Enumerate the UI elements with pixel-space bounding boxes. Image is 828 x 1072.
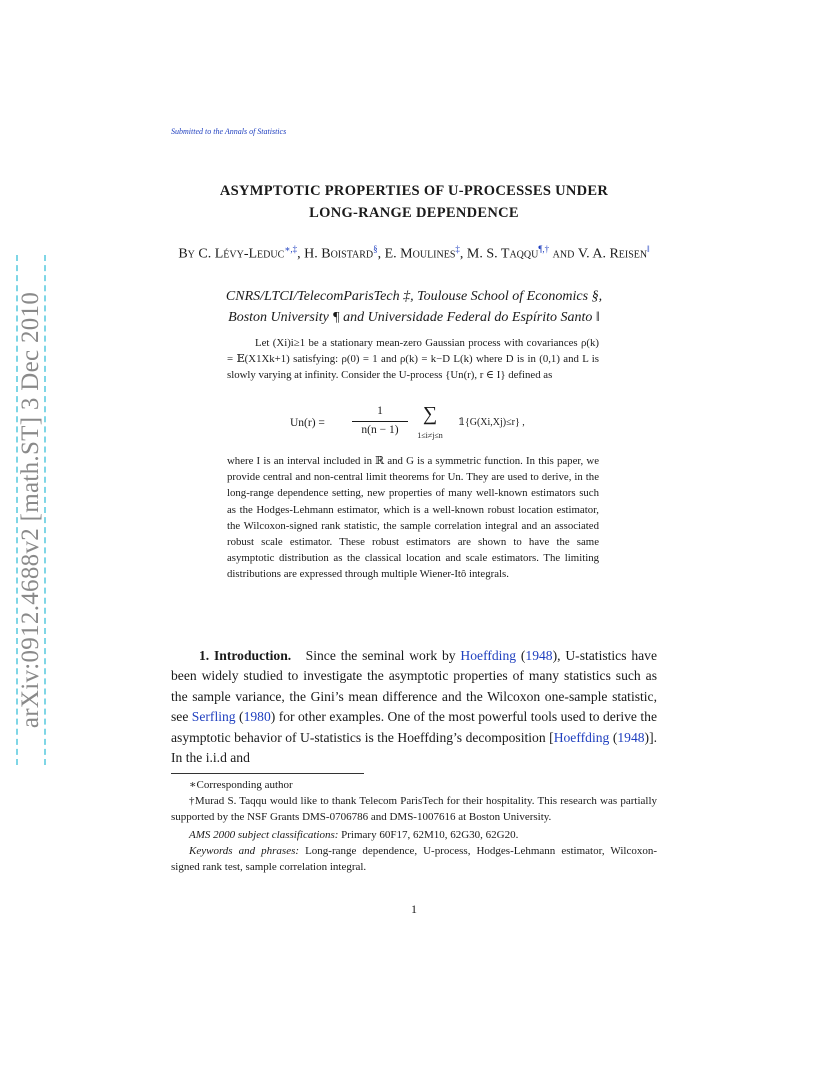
author-boistard: H. Boistard [304, 246, 374, 262]
intro-text-3: for other examples. One of the most powerful tools used to derive the asymptotic behavior of U-statistics is the Hoeffding’s decomposition [ [171, 709, 657, 745]
fraction-bar [352, 421, 408, 422]
title-line-2: LONG-RANGE DEPENDENCE [309, 205, 519, 221]
intro-text-4: )]. In the i.i.d and [171, 729, 657, 766]
citation-hoeffding-1-year[interactable]: 1948 [525, 648, 553, 663]
abstract [227, 335, 599, 384]
introduction [171, 646, 657, 768]
footnote-rule [171, 773, 364, 774]
footnote-acknowledgment: †Murad S. Taqqu would like to thank Telecom ParisTech for their hospitality. This research was partially supported by the NSF Grants DMS-0706786 and DMS-1007616 at Boston University. [171, 795, 657, 823]
author-moulines: E. Moulines [384, 246, 456, 262]
u-process-formula [290, 405, 590, 449]
ams-label: AMS 2000 subject classifications: [189, 829, 339, 841]
sum-subscript: 1≤i≠j≤n [417, 431, 443, 440]
affiliations [150, 286, 678, 328]
keywords [171, 843, 657, 875]
intro-text-2: , U-statistics have been widely studied to investigate the asymptotic properties of many statistics such as the sample variance, the Gini’s mean difference and the Wilcoxon one-sample statistic, see [171, 648, 657, 725]
intro-text-1: Since the seminal work by [305, 648, 456, 663]
footnotes [171, 777, 657, 875]
author-marks-2[interactable]: § [373, 244, 378, 254]
title-line-1: ASYMPTOTIC PROPERTIES OF U-PROCESSES UNDER [219, 183, 609, 199]
page-number: 1 [411, 902, 417, 916]
abstract-continued [227, 453, 599, 583]
author-levy-leduc: C. Lévy-Leduc [198, 246, 285, 262]
abstract-paragraph-2: where I is an interval included in ℝ and G is a symmetric function. In this paper, we provide central and non-central limit theorems for Un. They are used to derive, in the long-range dependence setting, new properties of many well-known estimators such as the Hodges-Lehmann estimator, which is a well-known robust location estimator, the Wilcoxon-signed rank statistic, the sample correlation integral and an associated robust scale estimator. These robust estimators are shown to have the same asymptotic distribution as the classical location and scale estimators. The limiting distributions are expressed through multiple Wiener-Itô integrals. [227, 455, 599, 581]
arxiv-stamp [16, 255, 48, 765]
affiliation-line-2: Boston University ¶ and Universidade Federal do Espírito Santo ‖ [228, 310, 600, 325]
citation-hoeffding-1[interactable]: Hoeffding [460, 648, 517, 663]
author-reisen: V. A. Reisen [577, 246, 648, 262]
keywords-label: Keywords and phrases: [189, 845, 300, 857]
author-list: By C. Lévy-Leduc∗,‡, H. Boistard§, E. Moulines‡, M. S. Taqqu¶,† and V. A. Reisen‖ [178, 244, 650, 262]
arxiv-identifier: arXiv:0912.4688v2 [math.ST] 3 Dec 2010 [17, 291, 44, 729]
author-marks-4[interactable]: ¶,† [538, 244, 550, 254]
formula-denominator: n(n − 1) [361, 424, 399, 436]
author-marks-5[interactable]: ‖ [647, 244, 650, 254]
footnote-corresponding: ∗Corresponding author [189, 779, 293, 791]
keywords-text: Long-range dependence, U-process, Hodges-Lehmann estimator, Wilcoxon-signed rank test, sample correlation integral. [171, 845, 657, 873]
intro-paragraph: 1. Introduction. Since the seminal work by Hoeffding (1948), U-statistics have been widely studied to investigate the asymptotic properties of many statistics such as the sample variance, the Gini’s mean difference and the Wilcoxon one-sample statistic, see Serfling (1980) for other examples. One of the most powerful tools used to derive the asymptotic behavior of U-statistics is the Hoeffding’s decomposition [Hoeffding (1948)]. In the i.i.d and [171, 648, 657, 766]
sum-symbol: ∑ [422, 403, 438, 425]
author-marks-1[interactable]: ∗,‡ [284, 244, 298, 254]
ams-classification [171, 827, 657, 843]
by-label: By [178, 246, 195, 262]
submission-note: Submitted to the Annals of Statistics [171, 127, 287, 136]
citation-serfling-year[interactable]: 1980 [243, 709, 271, 725]
section-heading: 1. Introduction. [199, 648, 292, 663]
formula-lhs: Un(r) = [290, 417, 325, 429]
affiliation-line-1: CNRS/LTCI/TelecomParisTech ‡, Toulouse School of Economics §, [225, 289, 603, 304]
and-label: and [552, 246, 575, 262]
citation-serfling[interactable]: Serfling [191, 709, 236, 725]
formula-numerator: 1 [377, 405, 383, 417]
author-taqqu: M. S. Taqqu [466, 246, 539, 262]
abstract-paragraph-1: Let (Xi)i≥1 be a stationary mean-zero Gaussian process with covariances ρ(k) = 𝔼(X1Xk+1) satisfying: ρ(0) = 1 and ρ(k) = k−D L(k) where D is in (0,1) and L is slowly varying at infinity. Consider the U-process {Un(r), r ∈ I} defined as [227, 337, 599, 382]
author-marks-3[interactable]: ‡ [455, 244, 460, 254]
citation-hoeffding-2-year[interactable]: 1948 [617, 729, 645, 745]
citation-hoeffding-2[interactable]: Hoeffding [553, 729, 610, 745]
ams-codes: Primary 60F17, 62M10, 62G30, 62G20. [341, 829, 519, 841]
paper-title [140, 180, 688, 224]
indicator-term: 𝟙{G(Xi,Xj)≤r} , [458, 417, 525, 428]
